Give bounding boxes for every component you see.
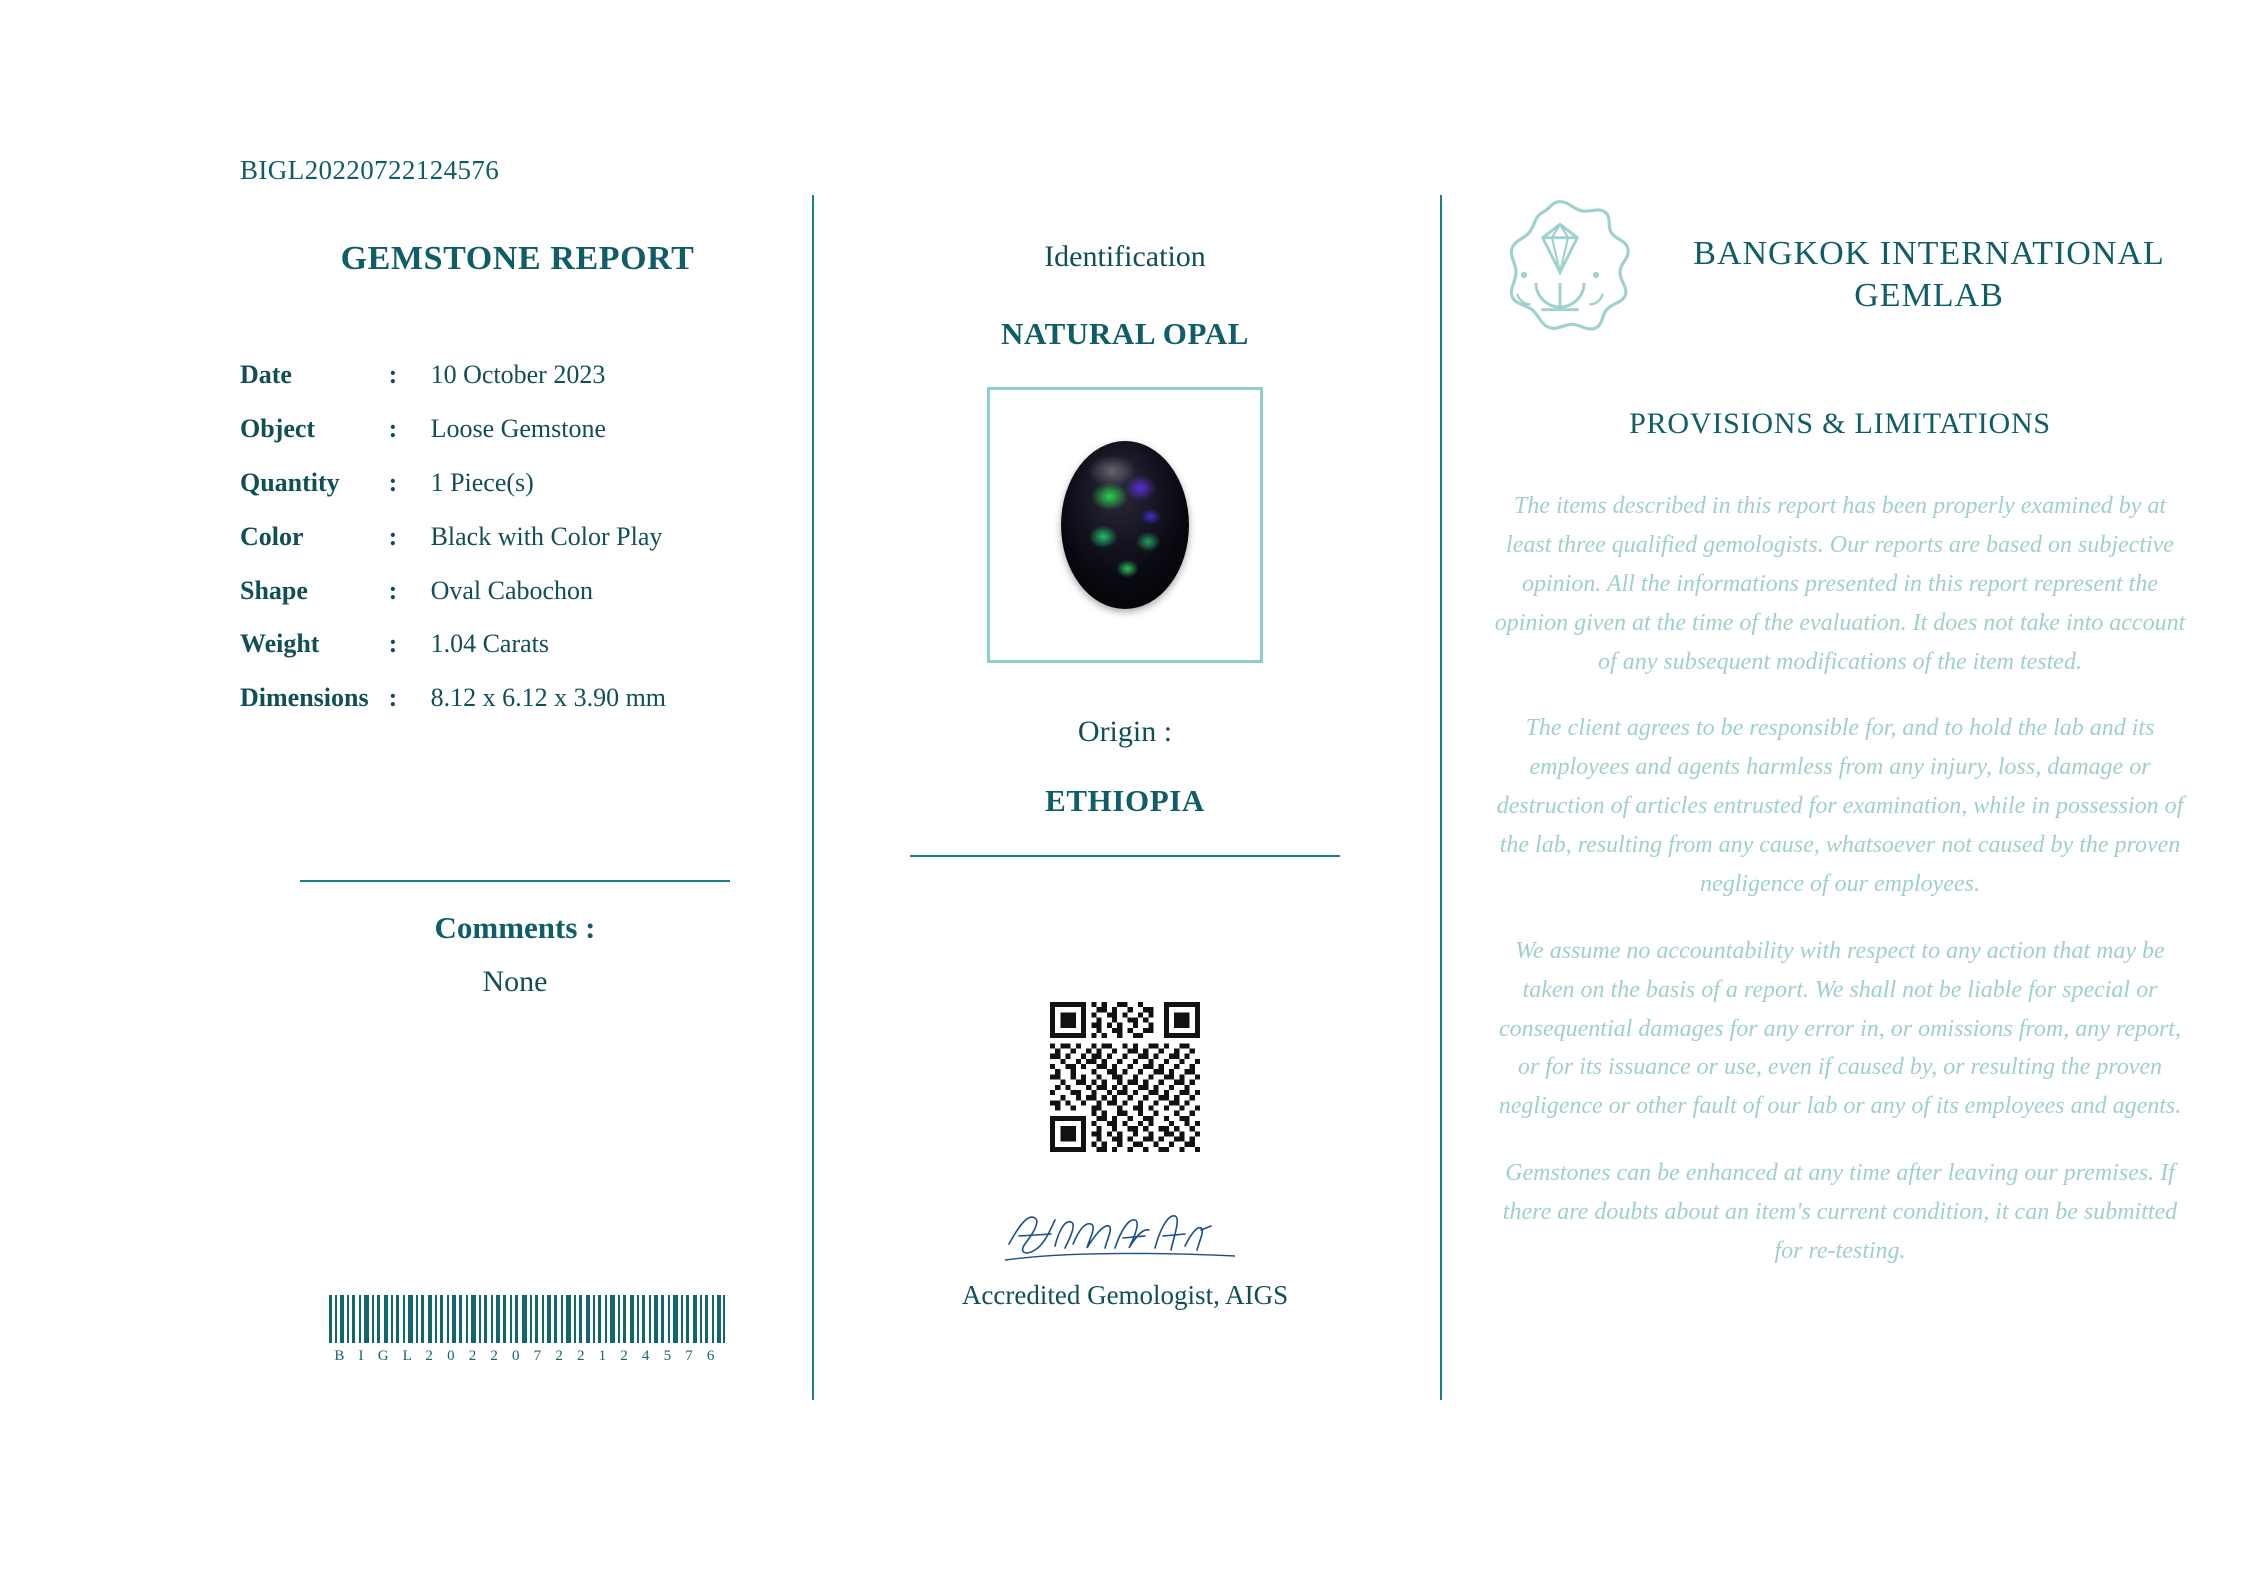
spec-label: Quantity <box>240 467 340 497</box>
brand-name: BANGKOK INTERNATIONAL GEMLAB <box>1693 234 2165 314</box>
spec-colon: : <box>388 629 398 659</box>
gem-photo <box>1061 441 1189 609</box>
spec-colon: : <box>388 467 398 497</box>
divider-origin <box>910 855 1340 857</box>
specs-table <box>240 360 666 737</box>
spec-value: 8.12 x 6.12 x 3.90 mm <box>430 683 667 713</box>
table-row <box>240 522 666 576</box>
identification-value: NATURAL OPAL <box>1000 316 1250 351</box>
comments-label: Comments : <box>434 910 596 945</box>
table-row <box>240 414 666 468</box>
divider-right <box>1440 195 1442 1400</box>
right-column <box>1480 195 2200 1299</box>
barcode-text: B I G L 2 0 2 2 0 7 2 2 1 2 4 5 7 6 <box>334 1348 720 1364</box>
spec-value: Black with Color Play <box>430 521 663 551</box>
spec-colon: : <box>388 575 398 605</box>
spec-label: Shape <box>240 575 308 605</box>
spec-colon: : <box>388 413 398 443</box>
divider-left <box>812 195 814 1400</box>
brand-header <box>1480 195 2200 355</box>
origin-label: Origin : <box>1077 715 1173 748</box>
spec-value: 10 October 2023 <box>430 360 606 389</box>
spec-value: 1 Piece(s) <box>430 467 534 497</box>
middle-column <box>860 240 1390 1311</box>
spec-value: Oval Cabochon <box>430 575 594 605</box>
provisions-title: PROVISIONS & LIMITATIONS <box>1629 407 2051 440</box>
table-row <box>240 576 666 630</box>
spec-label: Object <box>240 413 316 443</box>
comments-value: None <box>482 965 548 998</box>
divider-comments <box>300 880 730 882</box>
table-row <box>240 360 666 414</box>
provisions-body <box>1480 487 2200 1271</box>
signature-caption: Accredited Gemologist, AIGS <box>961 1280 1289 1310</box>
spec-value: 1.04 Carats <box>430 629 549 659</box>
provisions-paragraph: We assume no accountability with respect to any action that may be taken on the basis of a report. We shall not be liable for special or consequential damages for any error in, or omissions from, any report, or for its issuance or use, even if caused by, or resulting the proven negligence or other fault of our lab or any of its employees and agents. <box>1498 937 2182 1120</box>
table-row <box>240 629 666 683</box>
gem-photo-frame <box>987 387 1263 663</box>
identification-label: Identification <box>1044 240 1206 273</box>
qr-code-icon[interactable] <box>1050 1002 1200 1152</box>
page-title: GEMSTONE REPORT <box>340 240 695 277</box>
spec-label: Color <box>240 521 304 551</box>
barcode <box>327 1295 727 1365</box>
provisions-paragraph: The client agrees to be responsible for, and to hold the lab and its employees and agents harmless from any injury, loss, damage or destruction of articles entrusted for examination, while in possession of the lab, resulting from any cause, whatsoever not caused by the proven negligence of our employees. <box>1496 715 2184 897</box>
gemlab-logo-icon <box>1480 195 1640 355</box>
provisions-paragraph: Gemstones can be enhanced at any time after leaving our premises. If there are doubts about an item's current condition, it can be submitted for re-testing. <box>1502 1160 2178 1264</box>
provisions-paragraph: The items described in this report has been properly examined by at least three qualified gemologists. Our reports are based on subjective opinion. All the informations presented in this report represent the opinion given at the time of the evaluation. It does not take into account of any subsequent modifications of the item tested. <box>1494 493 2186 675</box>
spec-value: Loose Gemstone <box>430 413 607 443</box>
spec-colon: : <box>388 683 398 713</box>
left-column <box>195 240 795 737</box>
barcode-icon <box>327 1295 727 1343</box>
origin-value: ETHIOPIA <box>1045 783 1205 818</box>
table-row <box>240 468 666 522</box>
report-number: BIGL20220722124576 <box>240 155 500 185</box>
spec-label: Date <box>240 360 292 389</box>
spec-label: Dimensions <box>240 683 369 713</box>
spec-label: Weight <box>240 629 320 659</box>
table-row <box>240 683 666 737</box>
signature-image <box>995 1200 1255 1270</box>
spec-colon: : <box>388 521 398 551</box>
spec-colon: : <box>388 360 398 389</box>
